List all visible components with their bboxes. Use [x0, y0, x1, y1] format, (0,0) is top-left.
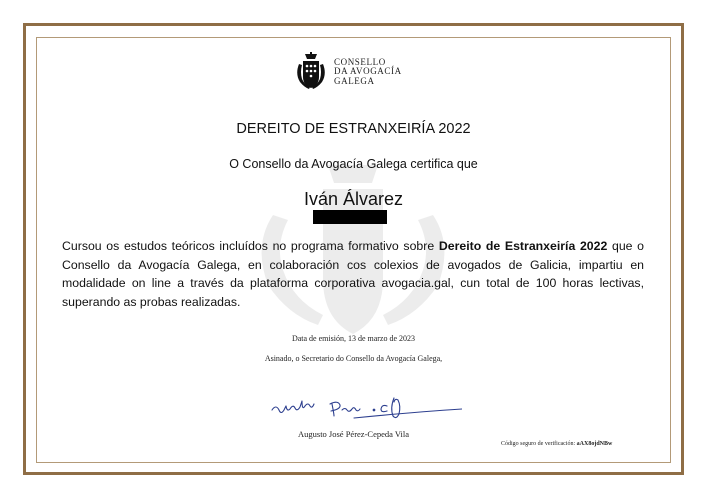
- certifies-line: O Consello da Avogacía Galega certifica que: [229, 157, 478, 171]
- handwritten-signature: [262, 388, 462, 428]
- course-title: DEREITO DE ESTRANXEIRÍA 2022: [236, 121, 471, 137]
- verification-value: aAX8ojdNBw: [576, 441, 613, 447]
- signer-name: Augusto José Pérez-Cepeda Vila: [298, 429, 409, 439]
- coat-of-arms-icon: [296, 52, 326, 92]
- redaction-bar: [313, 210, 387, 224]
- issuer-name: [334, 58, 402, 87]
- issuer-name-line-1: CONSELLO: [334, 56, 386, 67]
- body-part-1: Cursou os estudos teóricos incluídos no programa formativo sobre: [62, 239, 439, 253]
- body-course-name: Dereito de Estranxeiría 2022: [438, 239, 608, 253]
- verification-code: [501, 441, 612, 447]
- body-part-2: que o Consello da Avogacía Galega, en colaboración cos colexios de avogados de Galicia, impartiu en modalidade on line a través da plataforma corporativa avogacia.gal, cun total de 100 horas lectivas, superando as probas realizadas.: [62, 239, 645, 309]
- issuer-name-line-2: DA AVOGACÍA: [334, 66, 402, 77]
- issue-date: Data de emisión, 13 de marzo de 2023: [291, 334, 416, 343]
- recipient-name: Iván Álvarez: [303, 189, 404, 209]
- signed-by-line: Asinado, o Secretario do Consello da Avogacía Galega,: [264, 354, 443, 363]
- issuer-name-line-3: GALEGA: [334, 75, 375, 86]
- verification-label: Código seguro de verificación:: [501, 441, 576, 447]
- certificate-body: [62, 237, 644, 311]
- issuer-logo: [296, 52, 402, 92]
